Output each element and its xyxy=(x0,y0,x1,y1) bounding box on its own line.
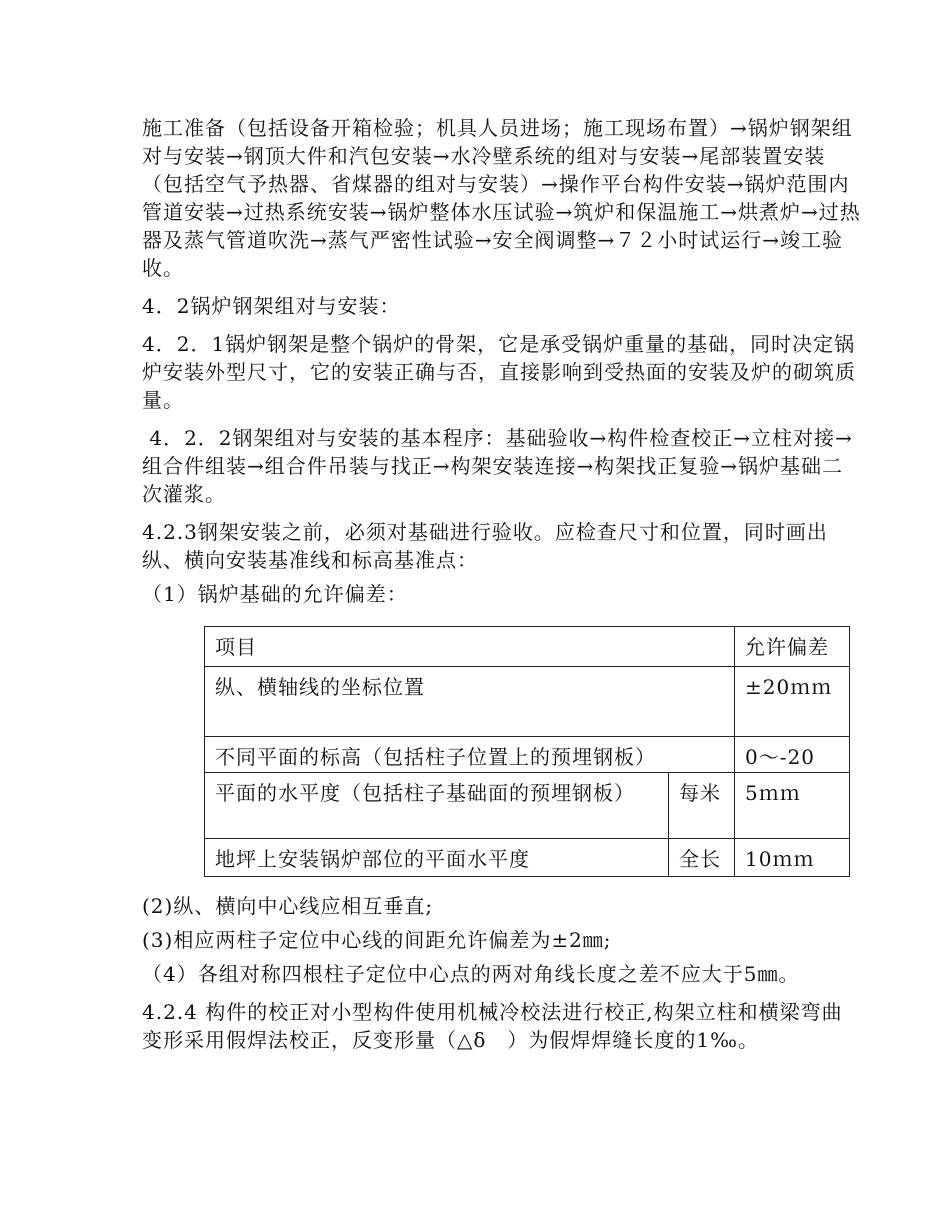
row-item: 平面的水平度（包括柱子基础面的预埋钢板） xyxy=(205,773,669,839)
note-2: (2)纵、横向中心线应相互垂直; xyxy=(142,894,434,918)
header-item: 项目 xyxy=(205,627,735,667)
note-3: (3)相应两柱子定位中心线的间距允许偏差为±2㎜; xyxy=(142,928,612,952)
paragraph-4-2-1: 4．2．1锅炉钢架是整个锅炉的骨架，它是承受锅炉重量的基础，同时决定锅炉安装外型尺寸，它的安装正确与否，直接影响到受热面的安装及炉的砌筑质量。 xyxy=(142,332,856,412)
table-row xyxy=(205,737,850,773)
header-tolerance: 允许偏差 xyxy=(735,627,850,667)
table-caption: （1）锅炉基础的允许偏差： xyxy=(142,582,408,606)
table-row xyxy=(205,773,850,839)
table-header-row xyxy=(205,627,850,667)
paragraph-4-2-3: 4.2.3钢架安装之前，必须对基础进行验收。应检查尺寸和位置，同时画出纵、横向安装基准线和标高基准点： xyxy=(142,520,828,572)
paragraph-4-2-4: 4.2.4 构件的校正对小型构件使用机械冷校法进行校正,构架立柱和横梁弯曲变形采用假焊法校正，反变形量（△δ ）为假焊焊缝长度的1‰。 xyxy=(142,1000,843,1052)
note-4: （4）各组对称四根柱子定位中心点的两对角线长度之差不应大于5㎜。 xyxy=(142,962,800,986)
after-table-section xyxy=(142,892,862,1054)
section-heading-4-2: 4．2锅炉钢架组对与安装： xyxy=(142,294,401,318)
row-qualifier: 每米 xyxy=(669,773,735,839)
row-item: 地坪上安装锅炉部位的平面水平度 xyxy=(205,839,669,877)
document-page xyxy=(142,114,862,1052)
foundation-tolerance-table xyxy=(204,626,850,877)
table-row xyxy=(205,667,850,737)
row-tolerance: 5ｍｍ xyxy=(735,773,850,839)
construction-sequence-paragraph: 施工准备（包括设备开箱检验；机具人员进场；施工现场布置）→锅炉钢架组对与安装→钢顶大件和汽包安装→水冷壁系统的组对与安装→尾部装置安装（包括空气予热器、省煤器的组对与安装）→操作平台构件安装→锅炉范围内管道安装→过热系统安装→锅炉整体水压试验→筑炉和保温施工→烘煮炉→过热器及蒸气管道吹洗→蒸气严密性试验→安全阀调整→７２小时试运行→竣工验收。 xyxy=(142,116,861,280)
row-qualifier: 全长 xyxy=(669,839,735,877)
row-tolerance: 10ｍｍ xyxy=(735,839,850,877)
row-item: 纵、横轴线的坐标位置 xyxy=(205,667,735,737)
row-item: 不同平面的标高（包括柱子位置上的预埋钢板） xyxy=(205,737,735,773)
paragraph-4-2-2: 4．2．2钢架组对与安装的基本程序：基础验收→构件检查校正→立柱对接→组合件组装→组合件吊装与找正→构架安装连接→构架找正复验→锅炉基础二次灌浆。 xyxy=(142,426,853,506)
table-row xyxy=(205,839,850,877)
row-tolerance: 0～-20 xyxy=(735,737,850,773)
row-tolerance: ±20ｍｍ xyxy=(735,667,850,737)
